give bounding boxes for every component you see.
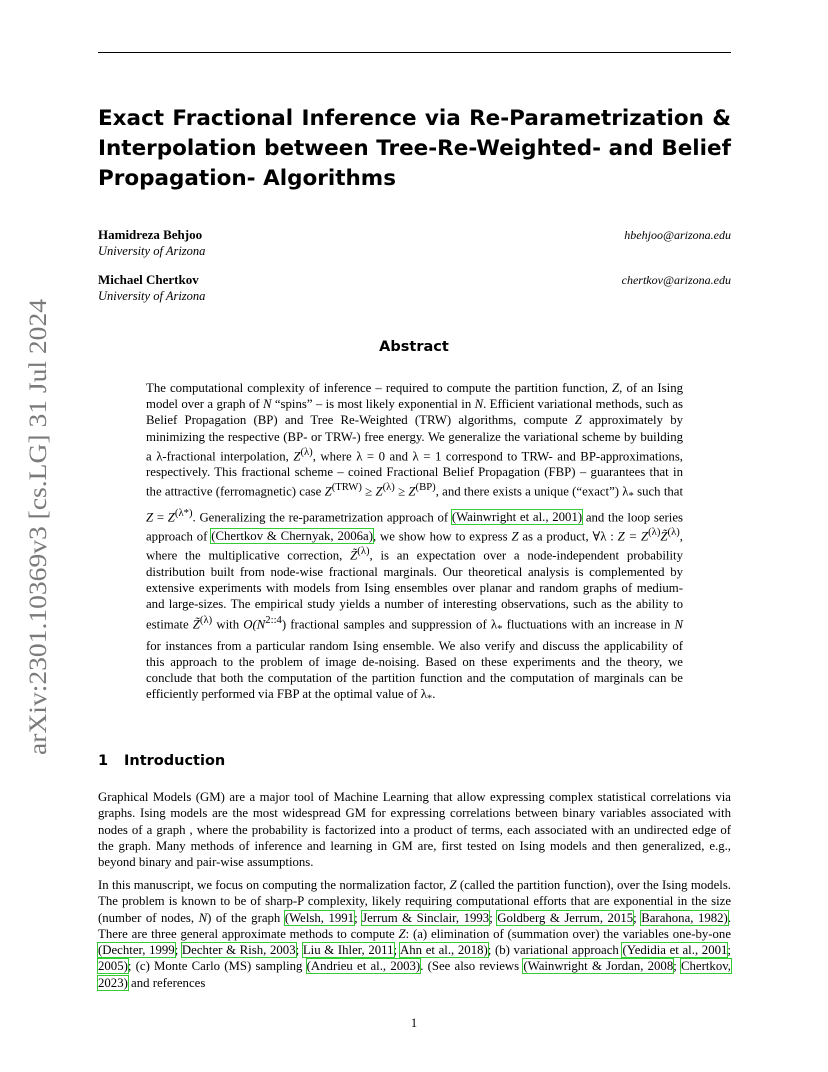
citation-link[interactable]: Barahona, 1982) (641, 910, 728, 925)
abstract-heading: Abstract (379, 339, 449, 355)
citation-link[interactable]: (Welsh, 1991 (284, 910, 355, 925)
citation-link[interactable]: Dechter & Rish, 2003 (181, 943, 296, 958)
section-number: 1 (98, 753, 109, 769)
title-line-3 (98, 164, 731, 194)
author-name: Michael Chertkov (98, 272, 199, 287)
author-email[interactable]: hbehjoo@arizona.edu (624, 228, 731, 242)
top-rule (98, 52, 731, 53)
section-title: Introduction (124, 753, 226, 769)
citation-link[interactable]: (Chertkov & Chernyak, 2006a) (211, 529, 373, 544)
title-word: between (264, 136, 369, 161)
author-name: Hamidreza Behjoo (98, 227, 203, 242)
author-affiliation: University of Arizona (98, 244, 206, 258)
title-word: Propagation- (98, 166, 256, 191)
citation-link[interactable]: Jerrum & Sinclair, 1993 (362, 910, 490, 925)
author-block-2 (98, 272, 731, 304)
author-affiliation: University of Arizona (98, 289, 206, 303)
title-word: Exact (98, 106, 165, 131)
citation-link[interactable]: Liu & Ihler, 2011 (302, 943, 394, 958)
abstract-body: The computational complexity of inference – required to compute the partition function, Z, of an Ising model over a graph of N “spins” – is most likely exponential in N. Efficient variational methods, such as Belief Propagation (BP) and Tree Re-Weighted (TRW) algorithms, compute Z approximately by minimizing the respective (BP- or TRW-) free energy. We generalize the variational scheme by building a λ-fractional interpolation, $Z^{(\lambda)}$, where λ = 0 and λ = 1 correspond to TRW- and BP-approximations, respectively. This fractional scheme – coined Fractional Belief Propagation (FBP) – guarantees that in the attractive (ferromagnetic) case $Z^{(TRW)} \ge Z^{(\lambda)} \ge Z^{(BP)}$, and there exists a unique (“exact”) $\lambda_*$ such that $Z = Z^{(\lambda*)}$. Generalizing the re-parametrization approach of (Wainwright et al., 2001) and the loop series approach of (Chertkov & Chernyak, 2006a), we show how to express Z as a product, ∀λ : $Z = Z^{(\lambda)}Z̃^{(\lambda)}$, where the multiplicative correction, Z̃$^{(\lambda)}$, is an expectation over a node-independent probability distribution built from node-wise fractional marginals. Our theoretical analysis is complemented by extensive experiments with models from Ising ensembles over planar and random graphs of medium- and large-sizes. The empirical study yields a number of interesting observations, such as the ability to estimate Z̃$^{(\lambda)}$ with $O(N^{2::4})$ fractional samples and suppression of $\lambda_*$ fluctuations with an increase in N for instances from a particular random Ising ensemble. We also verify and discuss the applicability of this approach to the problem of image de-noising. Based on these experiments and the theory, we conclude that both the computation of the partition function and the computation of marginals can be efficiently performed via FBP at the optimal value of $\lambda_*$. (146, 381, 684, 705)
title-word: Re-Parametrization (469, 106, 704, 131)
citation-link[interactable]: (Dechter, 1999 (98, 943, 175, 958)
title-word: Tree-Re-Weighted- (376, 136, 602, 161)
title-line-1 (98, 104, 731, 134)
title-word: Interpolation (98, 136, 257, 161)
citation-link[interactable]: (Wainwright et al., 2001) (451, 509, 583, 524)
citation-link[interactable]: Chertkov, 2023) (98, 959, 731, 990)
author-block-1 (98, 227, 731, 259)
arxiv-sidebar-stamp (22, 297, 54, 757)
author-email[interactable]: chertkov@arizona.edu (621, 273, 731, 287)
citation-link[interactable]: 2005) (98, 959, 128, 974)
title-word: Algorithms (263, 166, 397, 191)
intro-paragraph-1: Graphical Models (GM) are a major tool of Machine Learning that allow expressing complex statistical correlations via graphs. Ising models are the most widespread GM for expressing correlations between binary variables associated with nodes of a graph , where the probability is factorized into a product of terms, each associated with an undirected edge of the graph. Many methods of inference and learning in GM are, first tested on Ising models and then generalized, e.g., beyond binary and pair-wise assumptions. (98, 790, 731, 870)
arxiv-id: arXiv:2301.10369v3 [cs.LG] 31 Jul 2024 (25, 341, 52, 755)
title-word: & (712, 106, 731, 131)
citation-link[interactable]: Ahn et al., 2018) (400, 943, 488, 958)
page-number: 1 (410, 1016, 418, 1030)
title-word: Belief (661, 136, 731, 161)
title-word: and (608, 136, 654, 161)
title-line-2 (98, 134, 731, 164)
citation-link[interactable]: (Wainwright & Jordan, 2008 (523, 959, 674, 974)
citation-link[interactable]: (Andrieu et al., 2003) (306, 959, 421, 974)
title-word: Inference (301, 106, 417, 131)
section-heading-introduction (98, 753, 225, 769)
paper-title (98, 104, 731, 194)
citation-link[interactable]: Goldberg & Jerrum, 2015 (497, 910, 634, 925)
title-word: via (424, 106, 461, 131)
title-word: Fractional (172, 106, 294, 131)
citation-link[interactable]: (Yedidia et al., 2001 (622, 943, 728, 958)
intro-paragraph-2: In this manuscript, we focus on computing the normalization factor, Z (called the partition function), over the Ising models. The problem is known to be of sharp-P complexity, likely requiring computational efforts that are exponential in the size (number of nodes, N) of the graph (Welsh, 1991; Jerrum & Sinclair, 1993; Goldberg & Jerrum, 2015; Barahona, 1982). There are three general approximate methods to compute Z: (a) elimination of (summation over) the variables one-by-one (Dechter, 1999; Dechter & Rish, 2003; Liu & Ihler, 2011; Ahn et al., 2018); (b) variational approach (Yedidia et al., 2001; 2005); (c) Monte Carlo (MS) sampling (Andrieu et al., 2003). (See also reviews (Wainwright & Jordan, 2008; Chertkov, 2023) and references (98, 878, 732, 990)
